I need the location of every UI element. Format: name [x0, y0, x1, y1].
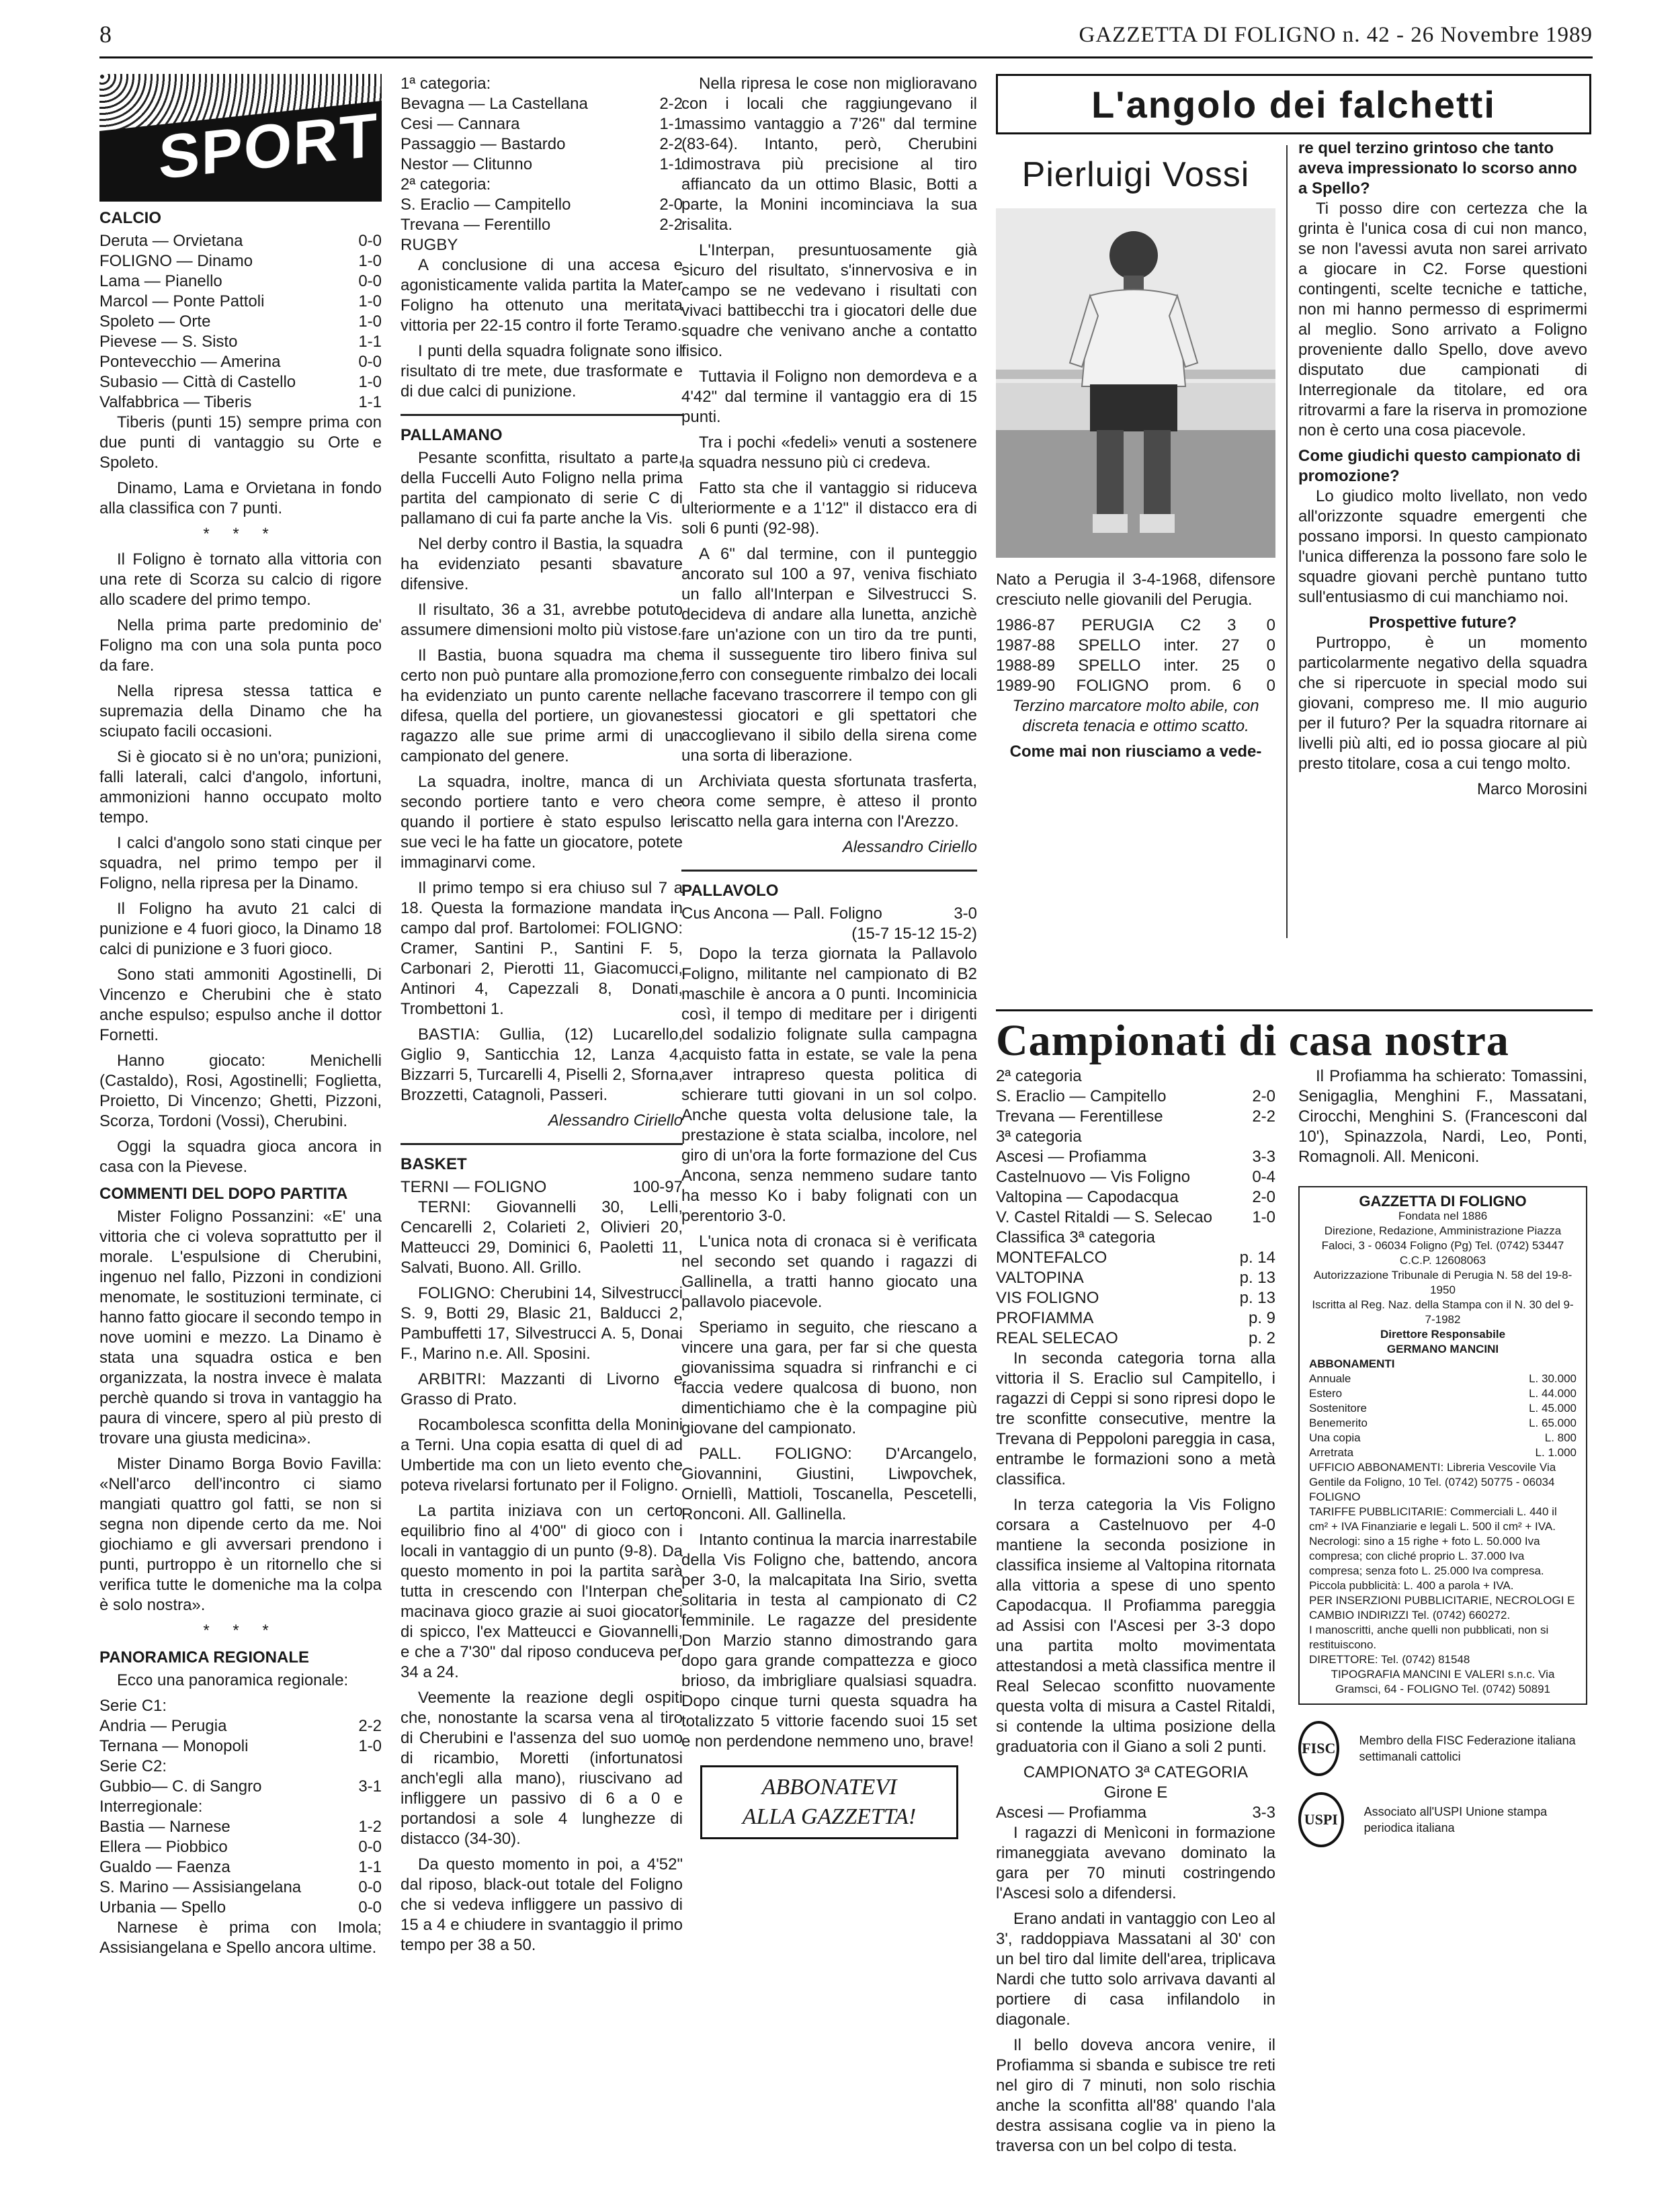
tariff-name: Benemerito [1309, 1417, 1368, 1429]
byline: Alessandro Ciriello [842, 838, 977, 856]
sport-logo-text: SPORT [159, 100, 378, 193]
match-score: 3-1 [358, 1777, 382, 1796]
cat2-results [401, 195, 683, 235]
result-row [99, 1777, 382, 1797]
masthead-address: Direzione, Redazione, Amministrazione Piazza Faloci, 3 - 06034 Foligno (Pg) Tel. (0742) 53447 [1321, 1224, 1564, 1252]
interregionale-results [99, 1817, 382, 1918]
career-team: SPELLO [1078, 636, 1141, 655]
abbonamenti-table [1309, 1372, 1577, 1460]
campionati-title: Campionati di casa nostra [996, 1009, 1593, 1066]
match-name: Andria — Perugia [99, 1717, 227, 1735]
section-rule [681, 870, 977, 872]
career-goals: 0 [1266, 616, 1275, 634]
team-name: VALTOPINA [996, 1269, 1084, 1287]
player-caption: Nato a Perugia il 3-4-1968, difensore cresciuto nelle giovanili del Perugia. [996, 571, 1275, 609]
answer-3: Purtroppo, è un momento particolarmente negativo della squadra che si ripercuote in special modo sui giovani, compreso me. Il mio augurio per il futuro? Per la squadra ritornare ai livelli più alti, ed io possa giocare al più presto titolare, cosa a cui tengo molto. [1298, 634, 1587, 773]
result-row [401, 215, 683, 235]
page-number: 8 [99, 21, 112, 48]
career-team: FOLIGNO [1076, 677, 1149, 695]
paragraph: L'unica nota di cronaca si è verificata nel secondo set quando i ragazzi di Gallinella, a tratti hanno giocato una pallavolo piacevole. [681, 1232, 977, 1311]
answer-1: Ti posso dire con certezza che la grinta è l'unica cosa di cui non manco, se non l'avessi avuta non sarei arrivato a giocare in C2. Forse questioni contingenti, scelte tecniche e tattiche, non mi hanno permesso di esprimermi al meglio. Sono arrivato a Foligno proveniente dallo Spello, dove avevo disputato due campionati di Interregionale da titolare, ed ora ritrovarmi a fare la riserva in promozione non è certo una cosa piacevole. [1298, 200, 1587, 439]
basket-score: 100-97 [632, 1178, 683, 1196]
match-name: Bevagna — La Castellana [401, 95, 588, 113]
paragraph: Archiviata questa sfortunata trasferta, ora come sempre, è atteso il pronto riscatto nella gara interna con l'Arezzo. [681, 772, 977, 831]
career-row [996, 636, 1275, 656]
column-1 [99, 74, 382, 1964]
match-name: S. Marino — Assisiangelana [99, 1878, 302, 1896]
match-score: 0-0 [358, 232, 382, 250]
serie-c2-label: Serie C2: [99, 1757, 167, 1775]
match-score: 0-4 [1252, 1168, 1275, 1186]
career-row [996, 676, 1275, 696]
career-apps: 6 [1232, 677, 1242, 695]
match-score: 0-0 [358, 1878, 382, 1896]
paragraph: Speriamo in seguito, che riescano a vincere una gara, per far si che questa giovanissima squadra si rinfranchi e ci faccia vedere qualcosa di buono, non dimentichiamo che è la compagine più giovane del campionato. [681, 1318, 977, 1437]
tariff-price: L. 800 [1544, 1431, 1577, 1444]
team-points: p. 2 [1248, 1329, 1275, 1347]
match-name: Subasio — Città di Castello [99, 373, 296, 391]
career-league: inter. [1163, 657, 1199, 675]
question-2: Come giudichi questo campionato di promozione? [1298, 447, 1581, 485]
tariff-price: L. 30.000 [1529, 1372, 1577, 1385]
cat3-results [996, 1147, 1275, 1228]
masthead-auth: Autorizzazione Tribunale di Perugia N. 58 del 19-8-1950 [1313, 1269, 1572, 1296]
career-goals: 0 [1266, 677, 1275, 695]
match-score: 2-2 [659, 216, 683, 234]
result-row [996, 1308, 1275, 1329]
masthead-founded: Fondata nel 1886 [1398, 1210, 1488, 1222]
calcio-note: Tiberis (punti 15) sempre prima con due punti di vantaggio su Orte e Spoleto. [99, 413, 382, 472]
paragraph: Rocambolesca sconfitta della Monini a Terni. Una copia esatta di quel di ad Umbertide ma con un lieto evento che poteva rivelarsi fortunato per il Foligno. [401, 1416, 683, 1494]
match-score: 1-1 [659, 115, 683, 133]
match-name: S. Eraclio — Campitello [401, 196, 571, 214]
match-score: 1-0 [358, 252, 382, 270]
team-points: p. 9 [1248, 1309, 1275, 1327]
result-row [996, 1329, 1275, 1349]
result-row [996, 1167, 1275, 1187]
pallavolo-match: Cus Ancona — Pall. Foligno [681, 904, 882, 923]
fisc-logo: FISC [1298, 1721, 1339, 1776]
tipografia: TIPOGRAFIA MANCINI E VALERI s.n.c. Via Gramsci, 64 - FOLIGNO Tel. (0742) 50891 [1331, 1668, 1555, 1695]
masthead-box [1298, 1186, 1587, 1705]
result-row [1309, 1386, 1577, 1401]
result-row [996, 1288, 1275, 1308]
match-score: 3-3 [1252, 1148, 1275, 1166]
byline: Marco Morosini [1476, 780, 1587, 798]
abbonatevi-box [700, 1765, 958, 1839]
match-name: Cesi — Cannara [401, 115, 520, 133]
paragraph: Nel derby contro il Bastia, la squadra ha evidenziato pesanti sbavature difensive. [401, 535, 683, 593]
paragraph: Il Foligno ha avuto 21 calci di punizione e 4 fuori gioco, la Dinamo 18 calci di punizione e 3 fuori gioco. [99, 900, 382, 958]
result-row [1309, 1445, 1577, 1460]
falchetti-title: L'angolo dei falchetti [996, 74, 1591, 134]
result-row [401, 155, 683, 175]
player-name: Pierluigi Vossi [1021, 155, 1250, 194]
pallavolo-score-row [681, 904, 977, 924]
commento: Mister Foligno Possanzini: «E' una vittoria che ci voleva soprattutto per il morale. L'espulsione di Cherubini, ingenuo nel fallo, Pizzoni in condizioni menomate, le sostituzioni terminate, ci hanno fatto giocare il secondo tempo in nove uomini e mezzo. La Dinamo è stata una squadra ostica e ben organizzata, la nostra invece è malata perchè quando si trova in vantaggio ha paura di vincere, spero al più presto di trovare una giusta medicina». [99, 1208, 382, 1447]
match-name: Urbania — Spello [99, 1898, 226, 1917]
page-header-title: GAZZETTA DI FOLIGNO n. 42 - 26 Novembre 1989 [1079, 23, 1593, 47]
paragraph: PALL. FOLIGNO: D'Arcangelo, Giovannini, Giustini, Liwpovchek, Orniellì, Mattioli, Toscanella, Pescetelli, Ronconi. All. Gallinella. [681, 1445, 977, 1523]
question-3: Prospettive future? [1368, 614, 1517, 632]
cat3-label: 3ª categoria [996, 1128, 1082, 1146]
match-name: Valtopina — Capodacqua [996, 1188, 1179, 1206]
match-score: 0-0 [358, 1898, 382, 1917]
result-row [99, 292, 382, 312]
paragraph: L'Interpan, presuntuosamente già sicuro del risultato, s'innervosiva e in campo se ne vedevano i risultati con vivaci battibecchi tra i giocatori delle due squadre che venivano anche a contatto fisico. [681, 241, 977, 360]
match-score: 1-1 [358, 1858, 382, 1876]
question-1-head: Come mai non riusciamo a vede- [1009, 743, 1262, 761]
campionati-left [996, 1066, 1275, 2162]
result-row [99, 271, 382, 292]
match-name: Marcol — Ponte Pattoli [99, 292, 265, 310]
pallavolo-article [681, 944, 977, 1752]
team-name: VIS FOLIGNO [996, 1289, 1099, 1307]
paragraph: Sono stati ammoniti Agostinelli, Di Vincenzo e Cherubini che è stato anche espulso; espulso anche il dottor Fornetti. [99, 966, 382, 1044]
result-row [99, 332, 382, 352]
answer-2: Lo giudico molto livellato, non vedo all'orizzonte squadre emergenti che possano imporsi. In questo campionato l'unica differenza la possono fare solo le squadre giovani perchè puntano tutto sull'entusiasmo di cui manchiamo noi. [1298, 487, 1587, 606]
match-name: Ascesi — Profiamma [996, 1148, 1147, 1166]
panoramica-note: Narnese è prima con Imola; Assisiangelana e Spello ancora ultime. [99, 1919, 382, 1957]
header-rule [99, 56, 1593, 58]
inserzioni: PER INSERZIONI PUBBLICITARIE, NECROLOGI E CAMBIO INDIRIZZI Tel. (0742) 660272. [1309, 1594, 1575, 1622]
match-name: Passaggio — Bastardo [401, 135, 566, 153]
manoscritti: I manoscritti, anche quelli non pubblicati, non si restituiscono. [1309, 1624, 1549, 1651]
match-name: Trevana — Ferentillo [401, 216, 551, 234]
column-divider [1286, 145, 1288, 938]
career-season: 1987-88 [996, 636, 1056, 655]
team-points: p. 13 [1239, 1269, 1275, 1287]
match-name: Castelnuovo — Vis Foligno [996, 1168, 1191, 1186]
career-league: inter. [1163, 636, 1199, 655]
uspi-membership [1298, 1792, 1587, 1847]
result-row [99, 1898, 382, 1918]
c3-subtitle: Girone E [1103, 1783, 1168, 1802]
match-score: 0-0 [358, 353, 382, 371]
result-row [1309, 1372, 1577, 1386]
tariff-price: L. 45.000 [1529, 1402, 1577, 1415]
tariffe: TARIFFE PUBBLICITARIE: Commerciali L. 440 il cm² + IVA Finanziarie e legali L. 500 il cm² + IVA. Necrologi: sino a 15 righe + foto L. 50.000 Iva compresa; con cliché proprio L. 37.000 Iva compresa; senza foto L. 25.000 Iva compresa. Piccola pubblicità: L. 400 a parola + IVA. [1309, 1505, 1557, 1592]
match-score: 2-2 [659, 95, 683, 113]
rugby-label: RUGBY [401, 236, 458, 254]
uspi-logo: USPI [1298, 1792, 1344, 1847]
tariff-price: L. 44.000 [1529, 1387, 1577, 1400]
result-row [401, 134, 683, 155]
tariff-price: L. 65.000 [1529, 1417, 1577, 1429]
team-name: PROFIAMMA [996, 1309, 1094, 1327]
paragraph: Intanto continua la marcia inarrestabile della Vis Foligno che, battendo, ancora per 3-0, la malcapitata Ina Sirio, svetta solitaria in testa al campionato di C2 femminile. Le ragazze del presidente Don Marzio stanno dimostrando gara dopo gara grande compattezza e gioco brioso, da imbrigliare qualsiasi squadra. Dopo cinque turni questa squadra ha totalizzato 5 vittorie facendo suoi 15 set e non perdendone nemmeno uno, brave! [681, 1531, 977, 1751]
pallavolo-score: 3-0 [954, 904, 977, 923]
separator: * * * [203, 525, 278, 543]
paragraph: Da questo momento in poi, a 4'52" dal riposo, black-out totale del Foligno che si vedeva infliggere un passivo di 15 a 4 e chiudere in svantaggio il primo tempo per 38 a 50. [401, 1855, 683, 1954]
career-row [996, 656, 1275, 676]
masthead-ccp: C.C.P. 12608063 [1399, 1254, 1486, 1267]
paragraph: Nella prima parte predominio de' Foligno ma con una sola punta poco da fare. [99, 616, 382, 675]
career-row [996, 616, 1275, 636]
match-score: 2-0 [1252, 1188, 1275, 1206]
career-apps: 25 [1221, 657, 1240, 675]
match-name: Pievese — S. Sisto [99, 333, 238, 351]
fisc-membership [1298, 1721, 1587, 1776]
result-row [99, 1857, 382, 1878]
question-1-tail: re quel terzino grintoso che tanto aveva impressionato lo scorso anno a Spello? [1298, 139, 1577, 198]
result-row [99, 251, 382, 271]
masthead-director: GERMANO MANCINI [1386, 1343, 1499, 1355]
campionati-paragraph: In seconda categoria torna alla vittoria il S. Eraclio sul Campitello, i ragazzi di Ceppi si sono ripresi dopo le tre sconfitte consecutive, mentre la Trevana di Peppoloni pareggia in casa, entrambe le formazioni sono a metà classifica. [996, 1349, 1275, 1488]
match-score: 0-0 [358, 1838, 382, 1856]
match-score: 0-0 [358, 272, 382, 290]
c3-match: Ascesi — Profiamma [996, 1804, 1147, 1822]
player-photo [996, 208, 1275, 558]
masthead-reg: Iscritta al Reg. Naz. della Stampa con il N. 30 del 9-7-1982 [1312, 1298, 1574, 1326]
interregionale-label: Interregionale: [99, 1798, 203, 1816]
column-3 [681, 74, 977, 1839]
match-score: 2-2 [1252, 1107, 1275, 1126]
paragraph: Hanno giocato: Menichelli (Castaldo), Rosi, Agostinelli; Foglietta, Proietto, Di Vincenzo; Ghetti, Pizzoni, Scorza, Tordoni (Vossi), Cherubini. [99, 1052, 382, 1130]
result-row [99, 1878, 382, 1898]
rugby-paragraph: A conclusione di una accesa e agonisticamente valida partita la Mater Foligno ha ottenuto una meritata vittoria per 22-15 contro il forte Teramo. [401, 256, 683, 335]
match-name: Deruta — Orvietana [99, 232, 243, 250]
career-team: PERUGIA [1081, 616, 1154, 634]
abbonamenti-label: ABBONAMENTI [1309, 1357, 1395, 1370]
masthead-title: GAZZETTA DI FOLIGNO [1359, 1193, 1527, 1210]
basket-article [401, 1197, 683, 1955]
cat1-results [401, 94, 683, 175]
campionati-right [1298, 1066, 1587, 1847]
result-row [99, 312, 382, 332]
match-name: Valfabbrica — Tiberis [99, 393, 252, 411]
paragraph: Il Bastia, buona squadra ma che certo non può puntare alla promozione, ha evidenziato un punto carente nella difesa, quella del portiere, un giovane ragazzo alle sue prime armi di un campionato del genere. [401, 646, 683, 765]
match-score: 2-0 [659, 196, 683, 214]
paragraph: TERNI: Giovannelli 30, Lelli, Cencarelli 2, Colarieti 2, Olivieri 20, Matteucci 29, Dominici 6, Paoletti 11, Salvati, Buono. All. Grillo. [401, 1198, 683, 1277]
calcio-title: CALCIO [99, 209, 161, 227]
tariff-name: Una copia [1309, 1431, 1361, 1444]
career-goals: 0 [1266, 636, 1275, 655]
match-score: 1-1 [358, 393, 382, 411]
basket-score-row [401, 1177, 683, 1197]
campionati-paragraph: In terza categoria la Vis Foligno corsara a Castelnuovo per 4-0 mantiene la seconda posizione in classifica insieme al Valtopina ritornata alla vittoria a spese di uno spento Capodacqua. Il Profiamma pareggia ad Assisi con l'Ascesi per 3-3 dopo una partita molto movimentata attestandosi a metà classifica mentre il Real Selecao sconfitto nuovamente questa volta di misura a Castel Ritaldi, si contende la ultima posizione della graduatoria con il Giano a soli 2 punti. [996, 1496, 1275, 1756]
masthead-director-label: Direttore Responsabile [1380, 1328, 1506, 1341]
match-name: S. Eraclio — Campitello [996, 1087, 1167, 1105]
career-apps: 3 [1227, 616, 1236, 634]
match-score: 1-0 [358, 1737, 382, 1755]
pallamano-article [401, 448, 683, 1105]
match-name: Ternana — Monopoli [99, 1737, 249, 1755]
result-row [1309, 1401, 1577, 1416]
paragraph: Il risultato, 36 a 31, avrebbe potuto assumere dimensioni molto più vistose. [401, 601, 683, 639]
sport-logo [99, 74, 382, 202]
commento: Mister Dinamo Borga Bovio Favilla: «Nell'arco dell'incontro ci siamo mangiati quattro gol fatti, se non si segna non dipende certo da me. Noi giochiamo e gli avversari prendono i punti, purtroppo è un ritornello che si verifica tutte le domeniche ma la colpa è solo nostra». [99, 1455, 382, 1614]
tariff-name: Arretrata [1309, 1446, 1354, 1459]
player-motto: Terzino marcatore molto abile, con discreta tenacia e ottimo scatto. [1012, 697, 1259, 735]
paragraph: Il primo tempo si era chiuso sul 7 a 18. Questa la formazione mandata in campo dal prof. Bartolomei: FOLIGNO: Cramer, Santini P., Santini F. 5, Carbonari 2, Pierotti 11, Giacomucci, Antinori 4, Capezzali 8, Donati, Trombettoni 1. [401, 879, 683, 1018]
match-name: Lama — Pianello [99, 272, 222, 290]
paragraph: Oggi la squadra gioca ancora in casa con la Pievese. [99, 1138, 382, 1176]
column-2 [401, 74, 683, 1961]
match-name: Gubbio— C. di Sangro [99, 1777, 262, 1796]
pallavolo-sets: (15-7 15-12 15-2) [851, 925, 977, 943]
match-name: Trevana — Ferentillese [996, 1107, 1163, 1126]
result-row [99, 1837, 382, 1857]
career-goals: 0 [1266, 657, 1275, 675]
match-name: Spoleto — Orte [99, 312, 211, 331]
abbonatevi-line: ABBONATEVI [761, 1775, 897, 1800]
paragraph: Nella ripresa stessa tattica e supremazia della Dinamo che ha sciupato facili occasioni. [99, 682, 382, 741]
match-score: 2-2 [659, 135, 683, 153]
match-score: 1-1 [659, 155, 683, 173]
paragraph: La squadra, inoltre, manca di un secondo portiere tanto e vero che quando il portiere è stato espulso le sue veci le ha fatte un giocatore, potete immaginarvi come. [401, 773, 683, 872]
paragraph: ARBITRI: Mazzanti di Livorno e Grasso di Prato. [401, 1370, 683, 1408]
team-points: p. 13 [1239, 1289, 1275, 1307]
paragraph: Il Foligno è tornato alla vittoria con una rete di Scorza su calcio di rigore allo scadere del primo tempo. [99, 550, 382, 609]
result-row [996, 1087, 1275, 1107]
career-league: prom. [1170, 677, 1212, 695]
ufficio-abbonamenti: UFFICIO ABBONAMENTI: Libreria Vescovile Via Gentile da Foligno, 10 Tel. (0742) 50775 - 06034 FOLIGNO [1309, 1461, 1556, 1503]
match-name: FOLIGNO — Dinamo [99, 252, 253, 270]
pallamano-title: PALLAMANO [401, 426, 503, 444]
match-score: 1-0 [358, 312, 382, 331]
cat2-results [996, 1087, 1275, 1127]
paragraph: I calci d'angolo sono stati cinque per squadra, nel primo tempo per il Foligno, nella ripresa per la Dinamo. [99, 834, 382, 892]
career-season: 1989-90 [996, 677, 1056, 695]
panoramica-title: PANORAMICA REGIONALE [99, 1648, 309, 1667]
rugby-paragraph: I punti della squadra folignate sono il risultato di tre mete, due trasformate e di due calci di punizione. [401, 342, 683, 401]
direttore-tel: DIRETTORE: Tel. (0742) 81548 [1309, 1653, 1470, 1666]
fisc-text: Membro della FISC Federazione italiana settimanali cattolici [1359, 1734, 1576, 1763]
match-name: Ellera — Piobbico [99, 1838, 228, 1856]
c3-paragraph: Il Profiamma ha schierato: Tomassini, Senigaglia, Menghini F., Massatani, Cirocchi, Menghini S. (Francesconi dal 10'), Spinazzola, Nardi, Leo, Ponti, Romagnoli. All. Meniconi. [1298, 1067, 1587, 1166]
match-score: 1-2 [358, 1818, 382, 1836]
team-points: p. 14 [1239, 1249, 1275, 1267]
serie-c2-results [99, 1777, 382, 1797]
result-row [99, 392, 382, 413]
match-name: Bastia — Narnese [99, 1818, 230, 1836]
match-name: Nestor — Clitunno [401, 155, 533, 173]
result-row [99, 1716, 382, 1736]
pallavolo-title: PALLAVOLO [681, 882, 779, 900]
paragraph: Tra i pochi «fedeli» venuti a sostenere la squadra nessuno più ci credeva. [681, 433, 977, 472]
calcio-results [99, 231, 382, 413]
result-row [996, 1208, 1275, 1228]
column-4 [996, 74, 1593, 2155]
abbonatevi-line: ALLA GAZZETTA! [742, 1804, 917, 1829]
c3-paragraph: Il bello doveva ancora venire, il Profiamma si sbanda e subisce tre reti nel giro di 7 minuti, non solo rischia anche la sconfitta all'88' quando l'ala destra assisana coglie va in pieno la traversa con un bel colpo di testa. [996, 2036, 1275, 2155]
paragraph: Nella ripresa le cose non miglioravano con i locali che raggiungevano il massimo vantaggio a 7'26" dal termine (83-64). Intanto, però, Cherubini dimostrava più precisione al tiro affiancato da un ottimo Blasic, Botti a parte, la Monini incominciava la sua risalita. [681, 75, 977, 234]
result-row [996, 1187, 1275, 1208]
c3-paragraph: I ragazzi di Menìconi in formazione rimaneggiata avevano dominato la gara per 70 minuti costringendo l'Ascesi solo a difendersi. [996, 1824, 1275, 1902]
tariff-name: Annuale [1309, 1372, 1351, 1385]
c3-title: CAMPIONATO 3ª CATEGORIA [1023, 1763, 1249, 1781]
classifica-label: Classifica 3ª categoria [996, 1228, 1155, 1247]
paragraph: Dopo la terza giornata la Pallavolo Foligno, militante nel campionato di B2 maschile è ancora a 0 punti. Incominicia così, il tempo di meditare per i dirigenti del sodalizio folignate sulla campagna acquisto fatta in estate, se vale la pena aver intrapreso questa politica di schierare tutti giovani in un sol colpo. Anche questa volta delusione tale, la prestazione è stata scialba, incolore, nel giro di un'ora la forte formazione del Cus Ancona, senza nemmeno sudare tanto ha messo Ko i baby folignati con un perentorio 3-0. [681, 945, 977, 1225]
byline: Alessandro Ciriello [548, 1111, 683, 1130]
paragraph: Tuttavia il Foligno non demordeva e a 4'42" dal termine il vantaggio era di 15 punti. [681, 368, 977, 426]
result-row [401, 114, 683, 134]
commenti-title: COMMENTI DEL DOPO PARTITA [99, 1185, 348, 1203]
career-team: SPELLO [1078, 657, 1141, 675]
classifica-table [996, 1248, 1275, 1349]
calcio-article [99, 550, 382, 1177]
result-row [401, 195, 683, 215]
tariff-name: Estero [1309, 1387, 1343, 1400]
team-name: REAL SELECAO [996, 1329, 1118, 1347]
player-photo-illustration [996, 208, 1275, 558]
career-apps: 27 [1221, 636, 1240, 655]
cat1-label: 1ª categoria: [401, 75, 491, 93]
paragraph: FOLIGNO: Cherubini 14, Silvestrucci S. 9, Botti 29, Blasic 21, Balducci 2, Pambuffetti 17, Silvestrucci A. 5, Donai F., Marino n.e. All. Sposini. [401, 1284, 683, 1363]
match-name: Pontevecchio — Amerina [99, 353, 281, 371]
basket-title: BASKET [401, 1155, 467, 1173]
team-name: MONTEFALCO [996, 1249, 1107, 1267]
tariff-price: L. 1.000 [1535, 1446, 1577, 1459]
result-row [996, 1107, 1275, 1127]
result-row [99, 231, 382, 251]
falchetti-area [996, 138, 1593, 1005]
career-table [996, 616, 1275, 696]
section-rule [401, 414, 683, 416]
paragraph: Pesante sconfitta, risultato a parte, della Fuccelli Auto Foligno nella prima partita del campionato di serie C di pallamano di cui fa parte anche la Vis. [401, 449, 683, 528]
career-season: 1988-89 [996, 657, 1056, 675]
result-row [996, 1147, 1275, 1167]
result-row [996, 1268, 1275, 1288]
result-row [1309, 1431, 1577, 1445]
player-column [996, 138, 1275, 762]
serie-c1-label: Serie C1: [99, 1697, 167, 1715]
match-score: 1-0 [358, 292, 382, 310]
basket-article-cont [681, 74, 977, 832]
result-row [99, 1817, 382, 1837]
cat2-label: 2ª categoria: [401, 175, 491, 194]
uspi-text: Associato all'USPI Unione stampa periodica italiana [1363, 1805, 1548, 1835]
result-row [99, 352, 382, 372]
c3-score: 3-3 [1252, 1804, 1275, 1822]
paragraph: Si è giocato si è no un'ora; punizioni, falli laterali, calci d'angolo, infortuni, ammonizioni hanno occupato molto tempo. [99, 748, 382, 827]
match-score: 2-0 [1252, 1087, 1275, 1105]
c3-paragraph: Erano andati in vantaggio con Leo al 3', raddoppiava Massatani al 30' con un bel tiro dal limite dell'area, triplicava Nardi che tutto solo arrivava davanti al portiere di casa infilandolo in diagonale. [996, 1910, 1275, 2029]
section-rule [401, 1143, 683, 1145]
paragraph: La partita iniziava con un certo equilibrio fino al 4'00" di gioco con i locali in vantaggio di un punto (9-8). Da questo momento in poi la partita sarà tutta in crescendo con l'Interpan che macinava gioco grazie ai suoi giocatori di spicco, l'ex Matteucci e Giovannelli, e che a 7'30" dal riposo conduceva per 34 a 24. [401, 1502, 683, 1681]
paragraph: Veemente la reazione degli ospiti che, nonostante la scarsa vena al tiro di Cherubini e l'assenza del suo uomo di ricambio, Moretti (infortunatosi anch'egli alla mano), riuscivano ad infliggere un passivo di 6 a 0 e portandosi a sole 4 lunghezze di distacco (34-30). [401, 1689, 683, 1848]
result-row [99, 1736, 382, 1757]
paragraph: A 6" dal termine, con il punteggio ancorato sul 100 a 97, veniva fischiato un fallo all'Interpan e Silvestrucci S. decideva di andare alla lunetta, anzichè fare un'azione con un tiro da tre punti, ma il susseguente tiro libero finiva sul ferro con conseguente rimbalzo dei locali che facevano trascorrere il tempo con gli stessi giocatori e gli spettatori che accoglievano il sibilo della sirena come una sorta di liberazione. [681, 545, 977, 765]
paragraph: Fatto sta che il vantaggio si riduceva ulteriormente e a 1'12" il distacco era di soli 6 punti (92-98). [681, 479, 977, 538]
serie-c1-results [99, 1716, 382, 1757]
panoramica-intro: Ecco una panoramica regionale: [117, 1671, 349, 1689]
cat2-label: 2ª categoria [996, 1067, 1082, 1085]
career-league: C2 [1180, 616, 1202, 634]
c3-match-row [996, 1803, 1275, 1823]
result-row [996, 1248, 1275, 1268]
interview-column [1298, 138, 1587, 800]
result-row [99, 372, 382, 392]
paragraph: BASTIA: Gullia, (12) Lucarello, Giglio 9, Santicchia 12, Lanza 4, Bizzarri 5, Turcarelli 4, Piselli 2, Sforna, Brozzetti, Catagnoli, Passeri. [401, 1025, 683, 1104]
result-row [401, 94, 683, 114]
match-name: V. Castel Ritaldi — S. Selecao [996, 1208, 1212, 1226]
career-season: 1986-87 [996, 616, 1056, 634]
match-name: Gualdo — Faenza [99, 1858, 230, 1876]
calcio-note: Dinamo, Lama e Orvietana in fondo alla classifica con 7 punti. [99, 479, 382, 517]
result-row [1309, 1416, 1577, 1431]
separator: * * * [203, 1622, 278, 1640]
match-score: 1-1 [358, 333, 382, 351]
basket-match: TERNI — FOLIGNO [401, 1178, 547, 1196]
tariff-name: Sostenitore [1309, 1402, 1367, 1415]
match-score: 1-0 [358, 373, 382, 391]
match-score: 1-0 [1252, 1208, 1275, 1226]
match-score: 2-2 [358, 1717, 382, 1735]
